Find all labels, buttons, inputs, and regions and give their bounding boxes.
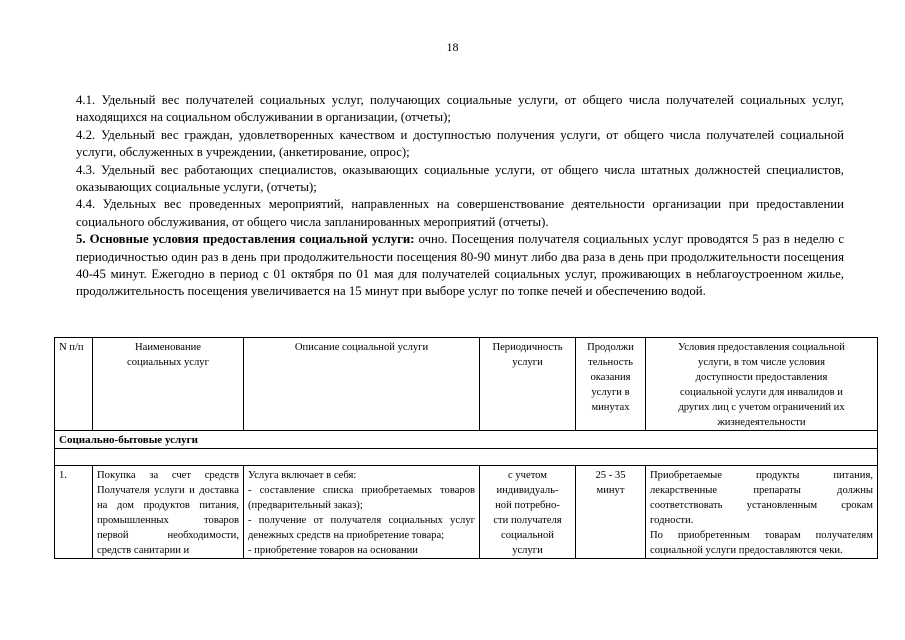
section-row	[55, 431, 878, 449]
header-conditions: Условия предоставления социальной услуги, в том числе условия доступности предоставления социальной услуги для инвалидов и других лиц с учетом ограничений их жизнедеятельности	[646, 338, 878, 431]
paragraph-4-3: 4.3. Удельный вес работающих специалистов, оказывающих социальные услуги, от общего числа штатных должностей специалистов, оказывающих социальные услуги, (отчеты);	[76, 162, 844, 195]
paragraph-5	[76, 231, 844, 301]
body-text	[76, 92, 844, 301]
header-name: Наименование социальных услуг	[93, 338, 244, 431]
row-description: Услуга включает в себя: - составление списка приобретаемых товаров (предварительный заказ); - получение от получателя социальных услуг денежных средств на приобретение товара; - приобретение товаров на основании	[244, 466, 480, 559]
services-table	[54, 337, 878, 559]
table-header-row	[55, 338, 878, 431]
paragraph-4-4: 4.4. Удельных вес проведенных мероприятий, направленных на совершенствование деятельности организации при предоставлении социального обслуживания, от общего числа запланированных мероприятий (отчеты).	[76, 197, 844, 229]
section-5-text: очно. Посещения получателя социальных услуг проводятся 5 раз в неделю с периодичностью один раз в день при продолжительности посещения 80-90 минут либо два раза в день при продолжительности посещения 40-45 минут. Ежегодно в период с 01 октября по 01 мая для получателей социальных услуг, проживающих в неблагоустроенном жилье, продолжительность посещения увеличивается на 15 минут при выборе услуг по топке печей и обеспечению водой.	[76, 232, 844, 299]
page-number: 18	[446, 40, 459, 54]
spacer-row	[55, 449, 878, 466]
row-num: 1.	[55, 466, 93, 559]
row-duration: 25 - 35 минут	[576, 466, 646, 559]
header-periodicity: Периодичность услуги	[480, 338, 576, 431]
row-service-name: Покупка за счет средств Получателя услуги и доставка на дом продуктов питания, промышленных товаров первой необходимости, средств санитарии и	[93, 466, 244, 559]
header-duration: Продолжи тельность оказания услуги в минутах	[576, 338, 646, 431]
section-title: Социально-бытовые услуги	[55, 431, 878, 449]
header-description: Описание социальной услуги	[244, 338, 480, 431]
table-row	[55, 466, 878, 559]
paragraph-4-2: 4.2. Удельный вес граждан, удовлетворенных качеством и доступностью получения услуги, от общего числа получателей социальной услуги, обслуженных в учреждении, (анкетирование, опрос);	[76, 127, 844, 160]
header-num: N п/п	[55, 338, 93, 431]
row-conditions: Приобретаемые продукты питания, лекарственные препараты должны соответствовать установленным срокам годности. По приобретенным товарам получателям социальной услуги предоставляются чеки.	[646, 466, 878, 559]
paragraph-4-1: 4.1. Удельный вес получателей социальных услуг, получающих социальные услуги, от общего числа получателей социальных услуг, находящихся на социальном обслуживании в организации, (отчеты);	[76, 93, 844, 125]
row-periodicity: с учетом индивидуаль- ной потребно- сти получателя социальной услуги	[480, 466, 576, 559]
section-5-heading: 5. Основные условия предоставления социальной услуги:	[76, 232, 415, 247]
